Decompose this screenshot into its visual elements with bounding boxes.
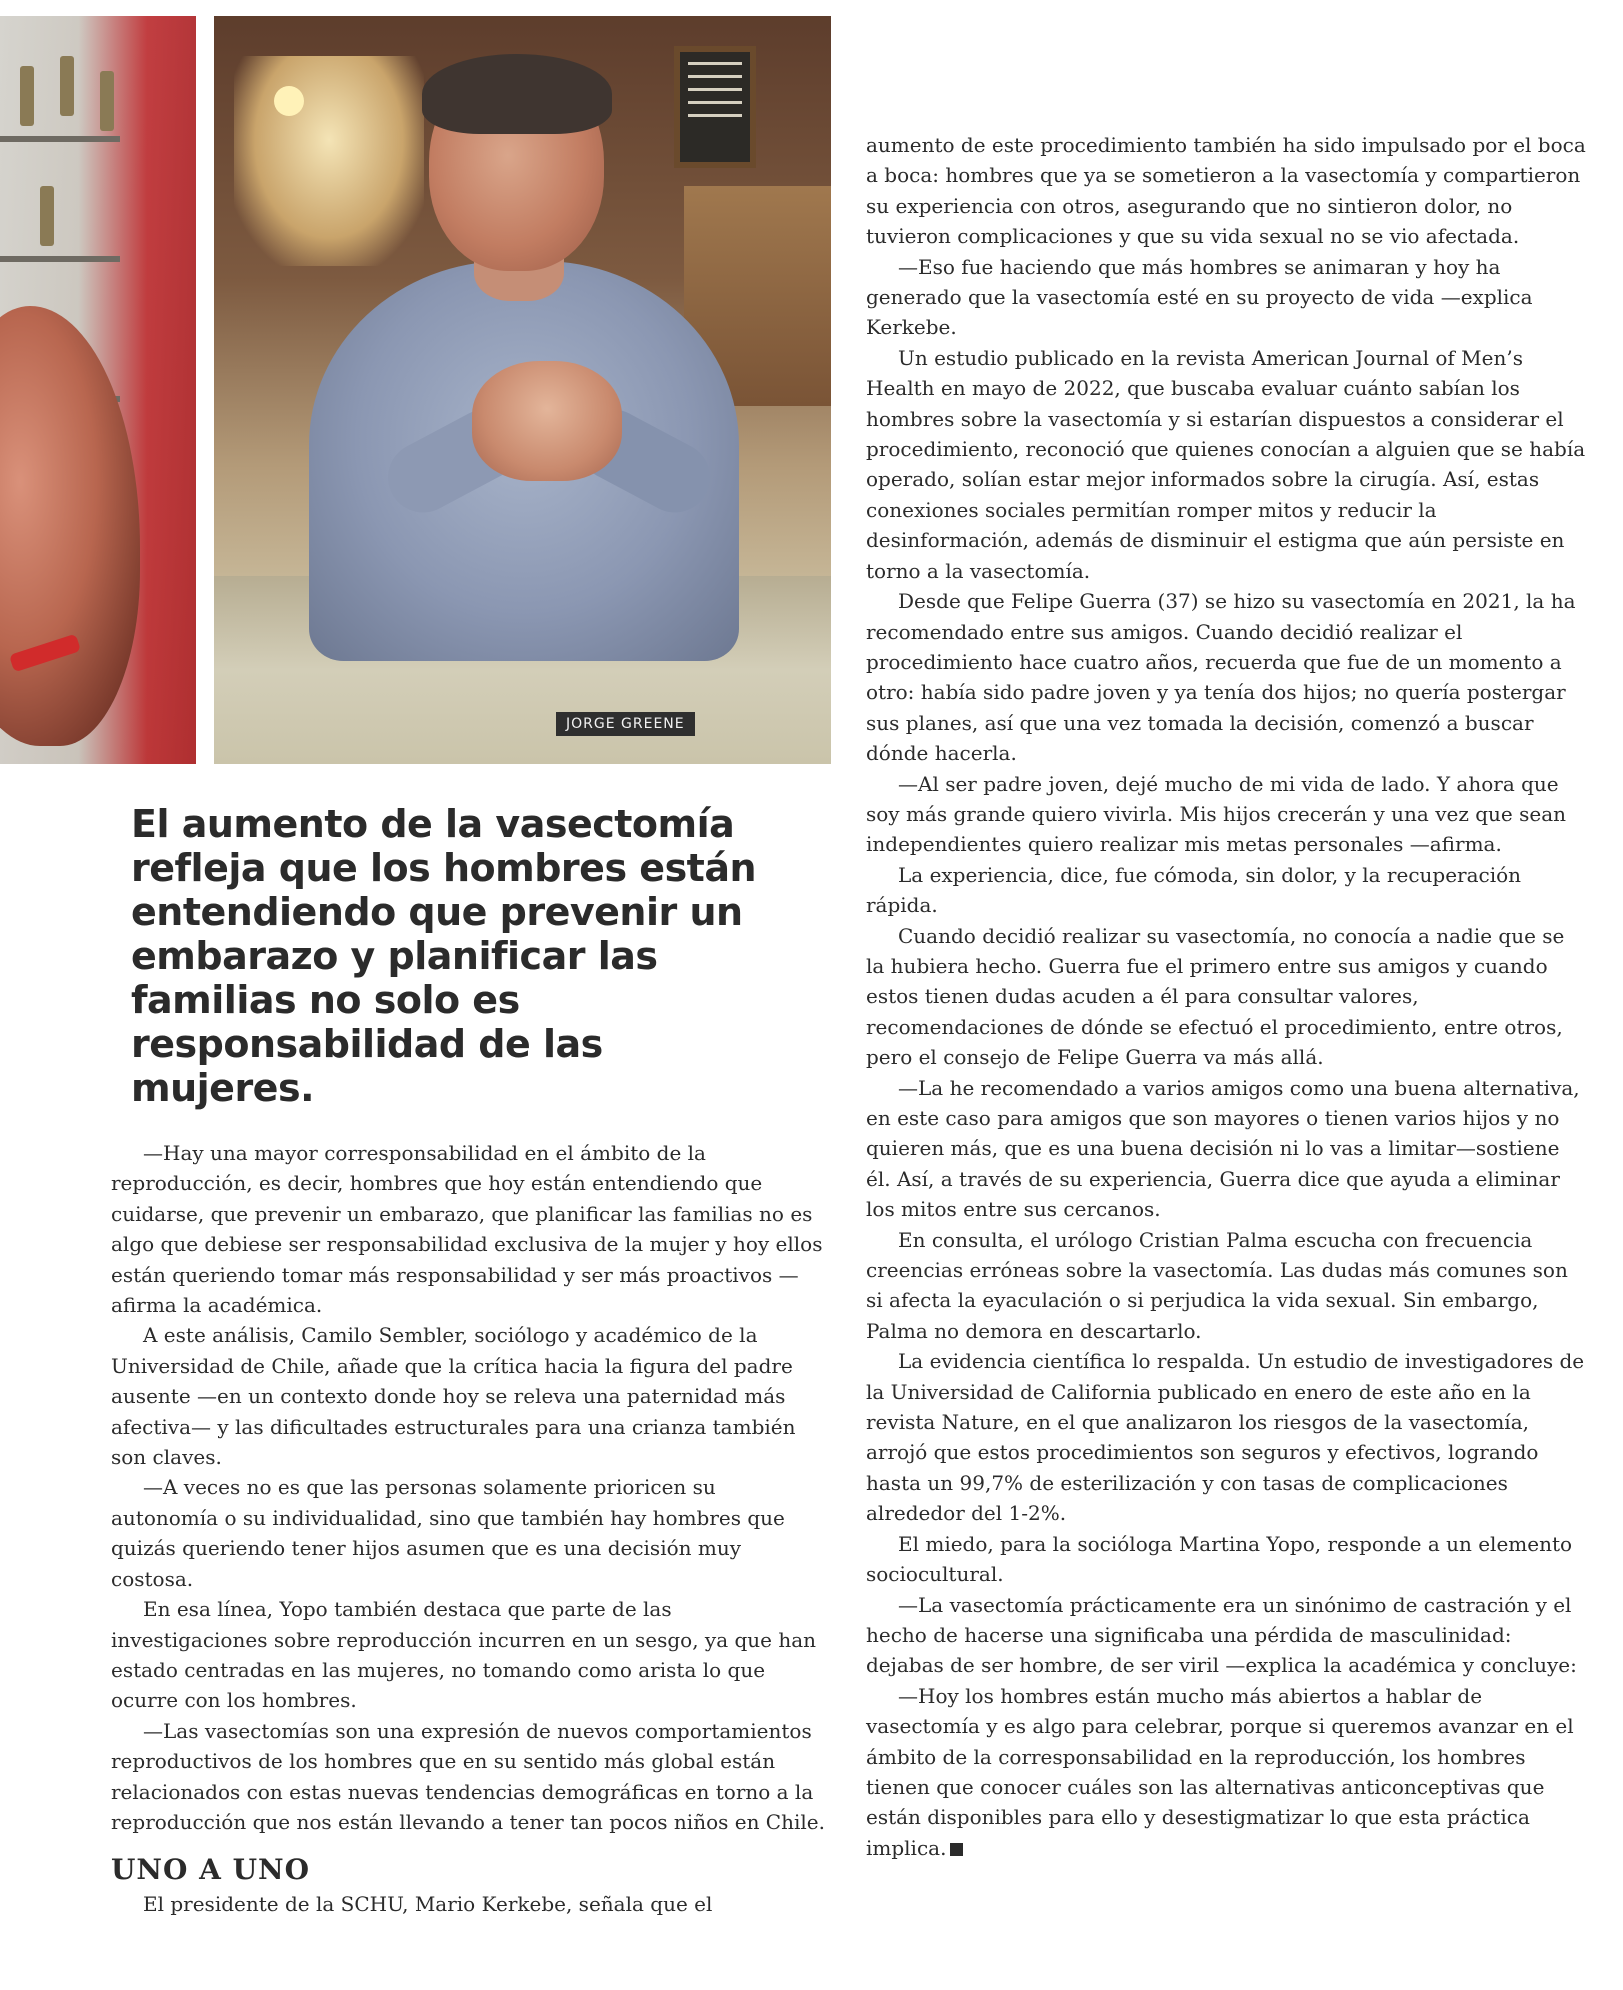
paragraph: —A veces no es que las personas solamente prioricen su autonomía o su individualidad, sino que también hay hombres que quizás queriendo tener hijos asumen que es una decisión muy costosa.	[111, 1475, 785, 1591]
paragraph: Desde que Felipe Guerra (37) se hizo su vasectomía en 2021, la ha recomendado entre sus amigos. Cuando decidió realizar el procedimiento hace cuatro años, recuerda que fue de un momento a otro: había sido padre joven y ya tenía dos hijos; no quería postergar sus planes, así que una vez tomada la decisión, comenzó a buscar dónde hacerla.	[866, 589, 1576, 766]
paragraph: —Al ser padre joven, dejé mucho de mi vida de lado. Y ahora que soy más grande quiero vivirla. Mis hijos crecerán y una vez que sean independientes quiero realizar mis metas personales —afirma.	[866, 771, 1566, 857]
paragraph-text: —Hoy los hombres están mucho más abiertos a hablar de vasectomía y es algo para celebrar, porque si queremos avanzar en el ámbito de la corresponsabilidad en la reproducción, los hombres tienen que conocer cuáles son las alternativas anticonceptivas que están disponibles para ello y desestigmatizar lo que esta práctica implica.	[866, 1683, 1574, 1860]
paragraph: —Hay una mayor corresponsabilidad en el ámbito de la reproducción, es decir, hombres que hoy están entendiendo que cuidarse, que prevenir un embarazo, que planificar las familias no es algo que debiese ser responsabilidad exclusiva de la mujer y hoy ellos están queriendo tomar más responsabilidad y ser más proactivos —afirma la académica.	[111, 1141, 823, 1318]
end-mark-icon	[950, 1843, 963, 1856]
paragraph: Cuando decidió realizar su vasectomía, no conocía a nadie que se la hubiera hecho. Guerra fue el primero entre sus amigos y cuando estos tienen dudas acuden a él para consultar valores, recomendaciones de dónde se efectuó el procedimiento, entre otros, pero el consejo de Felipe Guerra va más allá.	[866, 923, 1565, 1070]
paragraph: Un estudio publicado en la revista American Journal of Men’s Health en mayo de 2022, que buscaba evaluar cuánto sabían los hombres sobre la vasectomía y si estarían dispuestos a considerar el procedimiento, reconoció que quienes conocían a alguien que se había operado, solían estar mejor informados sobre la cirugía. Así, estas conexiones sociales permitían romper mitos y reducir la desinformación, además de disminuir el estigma que aún persiste en torno a la vasectomía.	[866, 345, 1586, 583]
paragraph: La evidencia científica lo respalda. Un estudio de investigadores de la Universidad de California publicado en enero de este año en la revista Nature, en el que analizaron los riesgos de la vasectomía, arrojó que estos procedimientos son seguros y efectivos, logrando hasta un 99,7% de esterilización y con tasas de complicaciones alrededor del 1-2%.	[866, 1349, 1585, 1526]
paragraph: En consulta, el urólogo Cristian Palma escucha con frecuencia creencias erróneas sobre la vasectomía. Las dudas más comunes son si afecta la eyaculación o si perjudica la vida sexual. Sin embargo, Palma no demora en descartarlo.	[866, 1227, 1568, 1343]
paragraph: —La he recomendado a varios amigos como una buena alternativa, en este caso para amigos que son mayores o tienen varios hijos y no quieren más, que es una buena decisión ni lo vas a limitar—sostiene él. Así, a través de su experiencia, Guerra dice que ayuda a eliminar los mitos entre sus cercanos.	[866, 1075, 1580, 1222]
last-paragraph	[866, 1681, 1586, 1863]
paragraph: El presidente de la SCHU, Mario Kerkebe, señala que el	[143, 1892, 713, 1917]
paragraph: En esa línea, Yopo también destaca que parte de las investigaciones sobre reproducción incurren en un sesgo, ya que han estado centradas en las mujeres, no tomando como arista lo que ocurre con los hombres.	[111, 1597, 817, 1713]
section-subhead: UNO A UNO	[111, 1853, 311, 1887]
pull-quote: El aumento de la vasectomía refleja que los hombres están entendiendo que prevenir un embarazo y planificar las familias no solo es responsabilidad de las mujeres.	[131, 802, 757, 1110]
portrait-photo	[214, 16, 831, 764]
paragraph: A este análisis, Camilo Sembler, sociólogo y académico de la Universidad de Chile, añade que la crítica hacia la figura del padre ausente —en un contexto donde hoy se releva una paternidad más afectiva— y las dificultades estructurales para una crianza también son claves.	[111, 1323, 796, 1470]
paragraph: aumento de este procedimiento también ha sido impulsado por el boca a boca: hombres que ya se sometieron a la vasectomía y compartieron su experiencia con otros, asegurando que no sintieron dolor, no tuvieron complicaciones y que su vida sexual no se vio afectada.	[866, 133, 1586, 249]
paragraph: —Las vasectomías son una expresión de nuevos comportamientos reproductivos de los hombres que en su sentido más global están relacionados con estas nuevas tendencias demográficas en torno a la reproducción que nos están llevando a tener tan pocos niños en Chile.	[111, 1718, 825, 1834]
photo-credit: JORGE GREENE	[556, 712, 695, 736]
paragraph: El miedo, para la socióloga Martina Yopo, responde a un elemento sociocultural.	[866, 1531, 1573, 1587]
paragraph: —Eso fue haciendo que más hombres se animaran y hoy ha generado que la vasectomía esté en su proyecto de vida —explica Kerkebe.	[866, 254, 1533, 340]
right-column	[866, 130, 1586, 1863]
paragraph: La experiencia, dice, fue cómoda, sin dolor, y la recuperación rápida.	[866, 862, 1522, 918]
left-column	[111, 1138, 826, 1920]
left-photo	[0, 16, 196, 764]
paragraph: —La vasectomía prácticamente era un sinónimo de castración y el hecho de hacerse una significaba una pérdida de masculinidad: dejabas de ser hombre, de ser viril —explica la académica y concluye:	[866, 1592, 1577, 1678]
